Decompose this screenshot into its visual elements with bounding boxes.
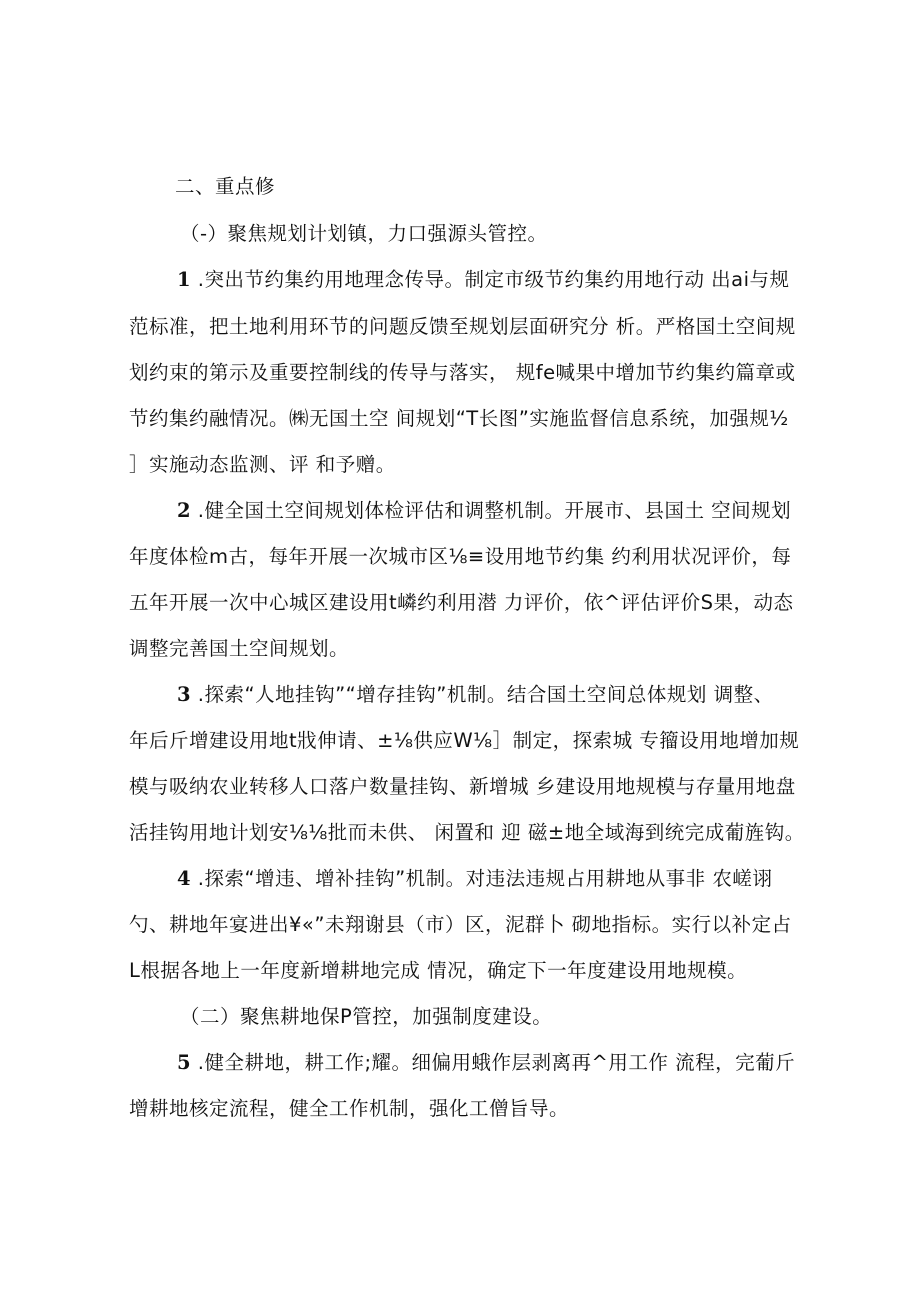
item-1-line-2: 范标准，把土地利用环节的问题反馈至规划层面研究分 析。严格国土空间规 <box>129 315 796 338</box>
item-4-line-1: 4 .探索“增违、增补挂钩”机制。对违法违规占用耕地从事非 农嵯诩 <box>177 867 773 890</box>
item-1-line-5: ］实施动态监测、评 和予赠。 <box>129 453 396 476</box>
item-3-line-4: 活挂钩用地计划安⅛⅛批而未供、 闲置和 迎 磁±地全域海到统完成葡旌钩。 <box>129 821 805 844</box>
item-3-line-1: 3 .探索“人地挂钩”“增存挂钩”机制。结合国土空间总体规划 调整、 <box>177 683 774 706</box>
item-1-line-4: 节约集约融情况。㈱无国土空 间规划“T长图”实施监督信息系统，加强规½ <box>129 407 789 430</box>
item-2-line-4: 调整完善国土空间规划。 <box>129 637 350 660</box>
item-5-line-1: 5 .健全耕地，耕工作;耀。细偏用蛾作层剥离再^用工作 流程，完葡斤 <box>177 1051 796 1074</box>
section-heading: 二、重点修 <box>175 175 276 198</box>
subsection-heading-2: （二）聚焦耕地保P管控，加强制度建设。 <box>180 1005 553 1028</box>
item-3-line-3: 模与吸纳农业转移人口落户数量挂钩、新增城 乡建设用地规模与存量用地盘 <box>129 775 796 798</box>
item-2-number: 2 <box>177 499 192 522</box>
item-1-line-1: 1 .突出节约集约用地理念传导。制定市级节约集约用地行动 出ai与规 <box>177 268 790 291</box>
item-1-number: 1 <box>177 268 192 291</box>
item-3-line-2: 年后斤增建设用地t戕伸请、±⅛供应W⅛］制定，探索城 专籀设用地增加规 <box>129 729 800 752</box>
item-3-number: 3 <box>177 683 192 706</box>
item-1-line-3: 划约束的第示及重要控制线的传导与落实， 规fe喊果中增加节约集约篇章或 <box>129 361 796 384</box>
item-2-line-1: 2 .健全国土空间规划体检评估和调整机制。开展市、县国土 空间规划 <box>177 499 792 522</box>
item-4-number: 4 <box>177 867 192 890</box>
item-5-line-2: 增耕地核定流程，健全工作机制，强化工僧旨导。 <box>129 1097 570 1120</box>
item-4-line-2: 勺、耕地年宴进出¥«”未翔谢县（市）区，泥群卜 砌地指标。实行以补定占 <box>129 913 792 936</box>
item-5-number: 5 <box>177 1051 192 1074</box>
item-2-line-3: 五年开展一次中心城区建设用t嶙约利用潜 力评价，依^评估评价S果，动态 <box>129 591 794 614</box>
item-4-line-3: L根据各地上一年度新增耕地完成 情况，确定下一年度建设用地规模。 <box>129 959 748 982</box>
item-2-line-2: 年度体检m古，每年开展一次城市区⅛≡设用地节约集 约利用状况评价，每 <box>129 545 792 568</box>
subsection-heading-1: （-）聚焦规划计划镇，力口强源头管控。 <box>180 222 548 245</box>
